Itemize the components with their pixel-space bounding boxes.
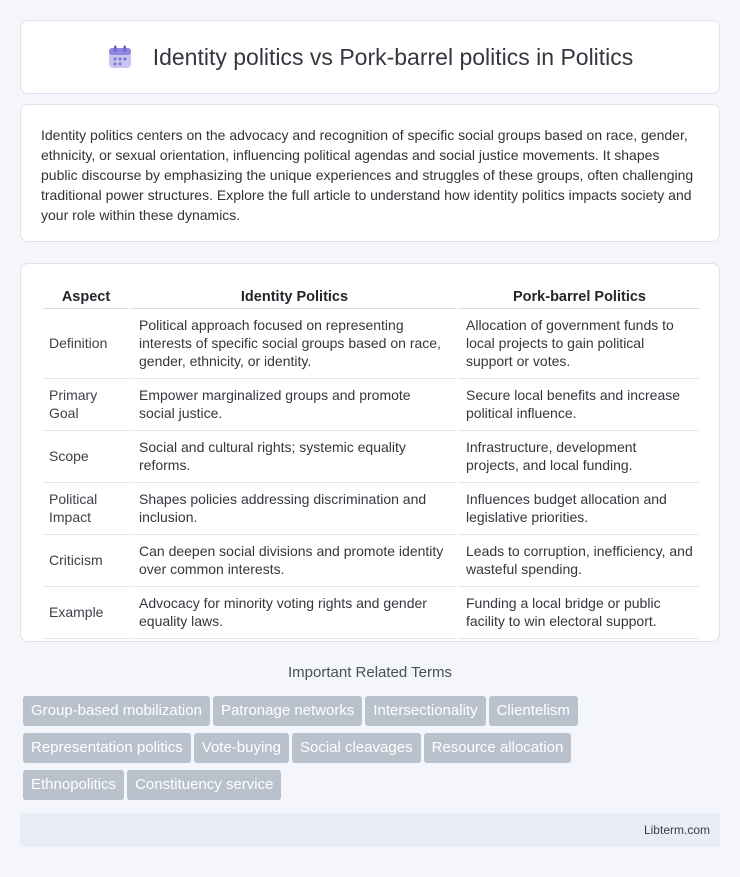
row-identity: Empower marginalized groups and promote social justice. [129, 379, 456, 431]
footer-site-link[interactable]: Libterm.com [643, 823, 710, 837]
row-identity: Can deepen social divisions and promote identity over common interests. [129, 535, 456, 587]
comparison-table [43, 284, 699, 639]
intro-card [20, 104, 720, 242]
row-aspect: Definition [43, 309, 129, 379]
row-aspect: Criticism [43, 535, 129, 587]
intro-text: Identity politics centers on the advocacy and recognition of specific social groups based on race, gender, ethnicity, or sexual orientation, influencing political agendas and social justice movements. It shapes public discourse by emphasizing the unique experiences and struggles of these groups, often challenging traditional power structures. Explore the full article to understand how identity politics impacts society and your role within these dynamics. [41, 127, 694, 223]
related-term-tag[interactable]: Constituency service [127, 770, 281, 800]
title-card [20, 20, 720, 94]
page-title: Identity politics vs Pork-barrel politics in Politics [152, 43, 634, 70]
calendar-icon [107, 44, 133, 70]
table-row [43, 431, 699, 483]
row-aspect: Primary Goal [43, 379, 129, 431]
footer [20, 813, 720, 847]
table-row [43, 483, 699, 535]
table-row [43, 309, 699, 379]
row-pork: Secure local benefits and increase political influence. [456, 379, 699, 431]
table-header-row [43, 284, 699, 309]
related-terms-list [23, 696, 723, 807]
comparison-table-card [20, 263, 720, 642]
related-term-tag[interactable]: Clientelism [489, 696, 578, 726]
row-aspect: Example [43, 587, 129, 639]
row-pork: Infrastructure, development projects, and local funding. [456, 431, 699, 483]
row-pork: Leads to corruption, inefficiency, and wasteful spending. [456, 535, 699, 587]
table-row [43, 587, 699, 639]
table-row [43, 379, 699, 431]
row-aspect: Political Impact [43, 483, 129, 535]
related-term-tag[interactable]: Representation politics [23, 733, 191, 763]
related-terms-title: Important Related Terms [288, 664, 452, 681]
row-identity: Shapes policies addressing discrimination and inclusion. [129, 483, 456, 535]
related-term-tag[interactable]: Vote-buying [194, 733, 289, 763]
header-identity-politics: Identity Politics [129, 284, 456, 309]
related-term-tag[interactable]: Group-based mobilization [23, 696, 210, 726]
row-identity: Advocacy for minority voting rights and gender equality laws. [129, 587, 456, 639]
related-term-tag[interactable]: Intersectionality [365, 696, 485, 726]
related-term-tag[interactable]: Social cleavages [292, 733, 421, 763]
header-aspect: Aspect [43, 284, 129, 309]
related-term-tag[interactable]: Resource allocation [424, 733, 572, 763]
table-row [43, 535, 699, 587]
row-aspect: Scope [43, 431, 129, 483]
row-pork: Funding a local bridge or public facility to win electoral support. [456, 587, 699, 639]
row-pork: Influences budget allocation and legislative priorities. [456, 483, 699, 535]
row-pork: Allocation of government funds to local projects to gain political support or votes. [456, 309, 699, 379]
row-identity: Political approach focused on representing interests of specific social groups based on race, gender, ethnicity, or identity. [129, 309, 456, 379]
related-term-tag[interactable]: Ethnopolitics [23, 770, 124, 800]
related-term-tag[interactable]: Patronage networks [213, 696, 362, 726]
row-identity: Social and cultural rights; systemic equality reforms. [129, 431, 456, 483]
header-pork-barrel-politics: Pork-barrel Politics [456, 284, 699, 309]
